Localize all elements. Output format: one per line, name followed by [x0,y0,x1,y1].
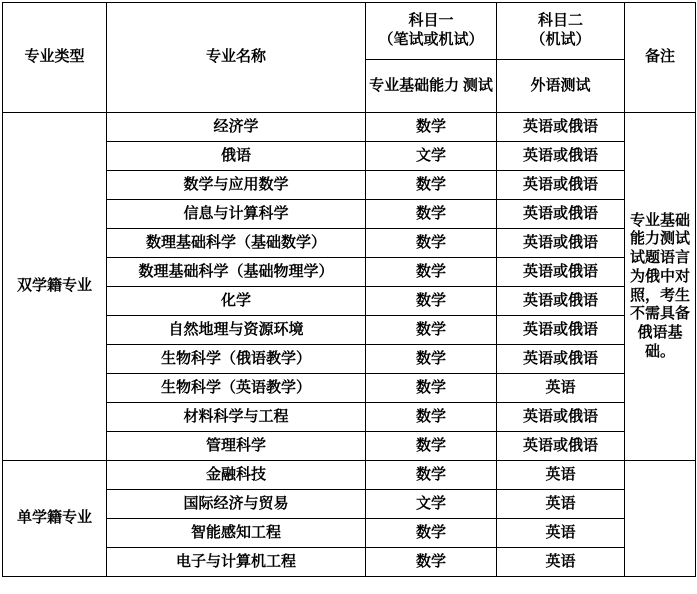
header-subject-one-desc-line1: 专业基础能力 [369,77,460,94]
major-name-cell: 生物科学（英语教学） [107,374,366,403]
table-row [3,374,696,403]
table-row [3,287,696,316]
subject-one-cell: 数学 [366,461,497,490]
major-name-cell: 信息与计算科学 [107,200,366,229]
subject-two-cell: 英语或俄语 [497,142,625,171]
major-type-cell: 单学籍专业 [3,461,107,577]
subject-one-cell: 数学 [366,548,497,577]
header-subject-one-title-line2: （笔试或机试） [378,32,484,48]
subject-one-cell: 文学 [366,142,497,171]
subject-one-cell: 数学 [366,287,497,316]
header-subject-two-title [497,3,625,60]
header-row-1 [3,3,696,60]
major-name-cell: 数理基础科学（基础数学） [107,229,366,258]
subject-one-cell: 数学 [366,374,497,403]
document-page [0,2,697,594]
subject-two-cell: 英语或俄语 [497,258,625,287]
table-row [3,461,696,490]
subject-one-cell: 数学 [366,345,497,374]
subject-two-cell: 英语或俄语 [497,171,625,200]
major-name-cell: 经济学 [107,113,366,142]
subject-two-cell: 英语或俄语 [497,229,625,258]
major-name-cell: 电子与计算机工程 [107,548,366,577]
subject-two-cell: 英语 [497,490,625,519]
subject-one-cell: 数学 [366,229,497,258]
header-subject-one-title-line1: 科目一 [408,13,454,30]
major-name-cell: 数理基础科学（基础物理学） [107,258,366,287]
subject-two-cell: 英语或俄语 [497,345,625,374]
table-row [3,548,696,577]
subject-two-cell: 英语或俄语 [497,316,625,345]
exam-subjects-table [2,2,696,577]
subject-one-cell: 数学 [366,316,497,345]
table-body [3,113,696,577]
remark-cell [625,113,696,461]
header-subject-two-title-line1: 科目二 [537,13,583,30]
table-row [3,345,696,374]
subject-one-cell: 数学 [366,432,497,461]
subject-two-cell: 英语 [497,374,625,403]
table-row [3,113,696,142]
subject-two-cell: 英语或俄语 [497,287,625,316]
remark-text: 专业基础能力测试试题语言为俄中对照，考生不需具备俄语基础。 [629,212,690,360]
subject-one-cell: 数学 [366,403,497,432]
table-row [3,490,696,519]
major-name-cell: 生物科学（俄语教学） [107,345,366,374]
subject-one-cell: 数学 [366,171,497,200]
subject-one-cell: 数学 [366,200,497,229]
subject-one-cell: 数学 [366,519,497,548]
subject-two-cell: 英语或俄语 [497,432,625,461]
major-name-cell: 金融科技 [107,461,366,490]
major-name-cell: 自然地理与资源环境 [107,316,366,345]
table-row [3,200,696,229]
major-name-cell: 材料科学与工程 [107,403,366,432]
table-row [3,432,696,461]
major-name-cell: 俄语 [107,142,366,171]
table-row [3,229,696,258]
subject-one-cell: 文学 [366,490,497,519]
header-subject-two-desc: 外语测试 [497,60,625,113]
subject-two-cell: 英语 [497,461,625,490]
subject-two-cell: 英语 [497,519,625,548]
table-row [3,142,696,171]
major-type-cell: 双学籍专业 [3,113,107,461]
major-name-cell: 化学 [107,287,366,316]
subject-one-cell: 数学 [366,113,497,142]
subject-two-cell: 英语 [497,548,625,577]
table-header [3,3,696,113]
subject-two-cell: 英语或俄语 [497,113,625,142]
header-subject-one-desc-line2: 测试 [462,77,493,94]
header-major-type: 专业类型 [3,3,107,113]
major-name-cell: 数学与应用数学 [107,171,366,200]
header-remark: 备注 [625,3,696,113]
major-name-cell: 国际经济与贸易 [107,490,366,519]
subject-two-cell: 英语或俄语 [497,403,625,432]
header-major-name: 专业名称 [107,3,366,113]
table-row [3,171,696,200]
table-row [3,316,696,345]
table-row [3,403,696,432]
table-row [3,258,696,287]
header-subject-one-title [366,3,497,60]
table-row [3,519,696,548]
remark-cell [625,461,696,577]
header-subject-two-title-line2: （机试） [530,32,591,48]
subject-two-cell: 英语或俄语 [497,200,625,229]
header-subject-one-desc [366,60,497,113]
subject-one-cell: 数学 [366,258,497,287]
major-name-cell: 管理科学 [107,432,366,461]
major-name-cell: 智能感知工程 [107,519,366,548]
